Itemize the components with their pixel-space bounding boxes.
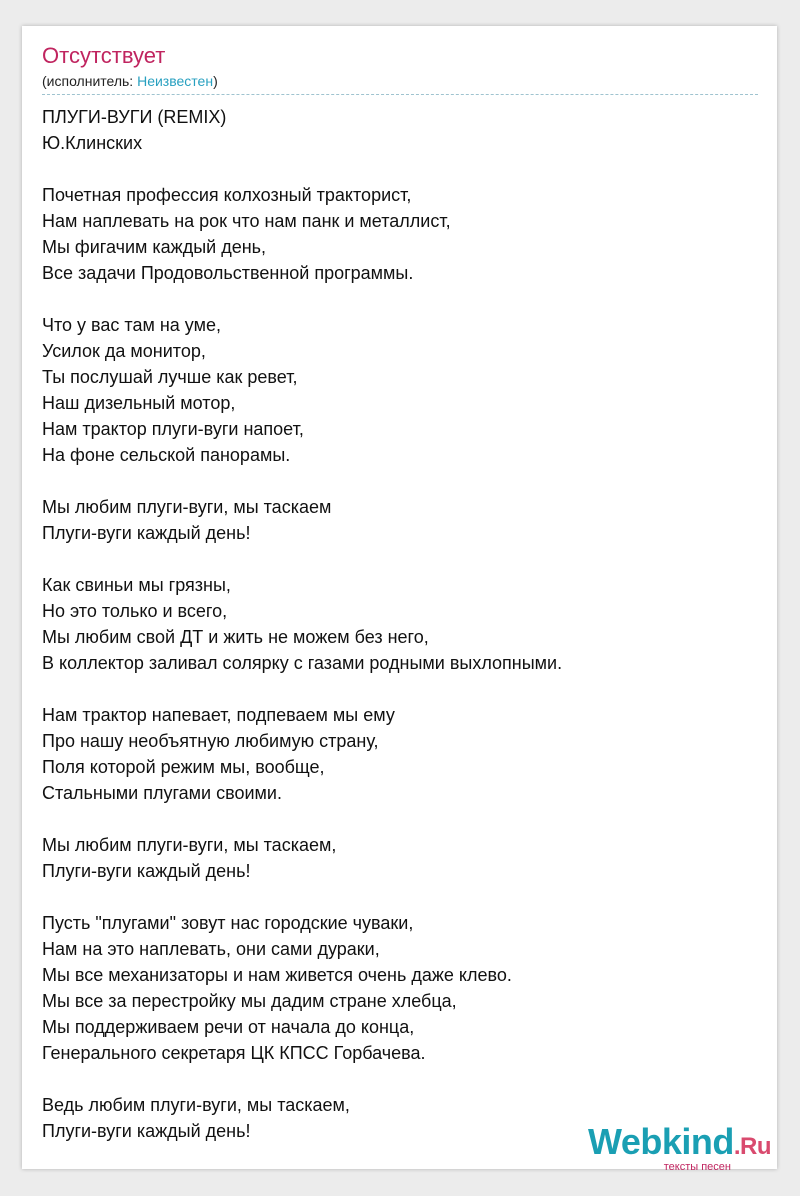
stanza-gap [42, 806, 758, 832]
lyric-line: Наш дизельный мотор, [42, 393, 236, 413]
lyric-line: Мы все за перестройку мы дадим стране хлебца, [42, 991, 457, 1011]
lyric-line: Ведь любим плуги-вуги, мы таскаем, [42, 1095, 350, 1115]
song-author: Ю.Клинских [42, 133, 143, 153]
stanza-gap [42, 676, 758, 702]
lyric-line: Нам трактор плуги-вуги напоет, [42, 419, 304, 439]
site-logo[interactable] [587, 1121, 771, 1173]
logo-text: Webkind [587, 1121, 734, 1162]
lyrics-body [42, 104, 758, 1144]
stanza-gap [42, 286, 758, 312]
lyric-line: Плуги-вуги каждый день! [42, 523, 251, 543]
lyric-line: Что у вас там на уме, [42, 315, 221, 335]
lyric-line: Мы все механизаторы и нам живется очень даже клево. [42, 965, 512, 985]
lyric-line: Мы любим плуги-вуги, мы таскаем [42, 497, 332, 517]
lyric-line: Генерального секретаря ЦК КПСС Горбачева. [42, 1043, 426, 1063]
logo-domain: .Ru [733, 1133, 771, 1160]
page-title: Отсутствует [42, 43, 166, 68]
lyric-line: Мы поддерживаем речи от начала до конца, [42, 1017, 415, 1037]
lyric-line: Плуги-вуги каждый день! [42, 861, 251, 881]
lyric-line: Нам трактор напевает, подпеваем мы ему [42, 705, 395, 725]
artist-link[interactable]: Неизвестен [137, 73, 214, 89]
lyric-line: Про нашу необъятную любимую страну, [42, 731, 379, 751]
logo-tagline: тексты песен [663, 1161, 731, 1173]
artist-suffix: ) [213, 73, 218, 89]
lyric-line: Мы любим свой ДТ и жить не можем без него, [42, 627, 429, 647]
stanza-gap [42, 156, 758, 182]
song-header [42, 42, 758, 91]
lyric-line: Нам на это наплевать, они сами дураки, [42, 939, 380, 959]
stanza-gap [42, 468, 758, 494]
lyric-line: Стальными плугами своими. [42, 783, 282, 803]
lyric-line: В коллектор заливал солярку с газами родными выхлопными. [42, 653, 563, 673]
lyric-line: Мы любим плуги-вуги, мы таскаем, [42, 835, 337, 855]
lyric-line: Но это только и всего, [42, 601, 228, 621]
lyric-line: Мы фигачим каждый день, [42, 237, 267, 257]
song-name: ПЛУГИ-ВУГИ (REMIX) [42, 107, 227, 127]
lyric-line: Почетная профессия колхозный тракторист, [42, 185, 412, 205]
lyric-line: Все задачи Продовольственной программы. [42, 263, 414, 283]
lyric-line: Усилок да монитор, [42, 341, 206, 361]
lyric-line: Плуги-вуги каждый день! [42, 1121, 251, 1141]
stanza-gap [42, 546, 758, 572]
lyric-line: Как свиньи мы грязны, [42, 575, 231, 595]
stanza-gap [42, 1066, 758, 1092]
header-divider [42, 94, 758, 95]
lyric-line: Пусть "плугами" зовут нас городские чуваки, [42, 913, 414, 933]
stanza-gap [42, 884, 758, 910]
artist-line [42, 71, 758, 91]
lyric-line: Ты послушай лучше как ревет, [42, 367, 298, 387]
lyric-line: На фоне сельской панорамы. [42, 445, 291, 465]
lyrics-card [22, 26, 777, 1173]
artist-prefix: (исполнитель: [42, 73, 138, 89]
lyric-line: Нам наплевать на рок что нам панк и металлист, [42, 211, 451, 231]
lyric-line: Поля которой режим мы, вообще, [42, 757, 325, 777]
